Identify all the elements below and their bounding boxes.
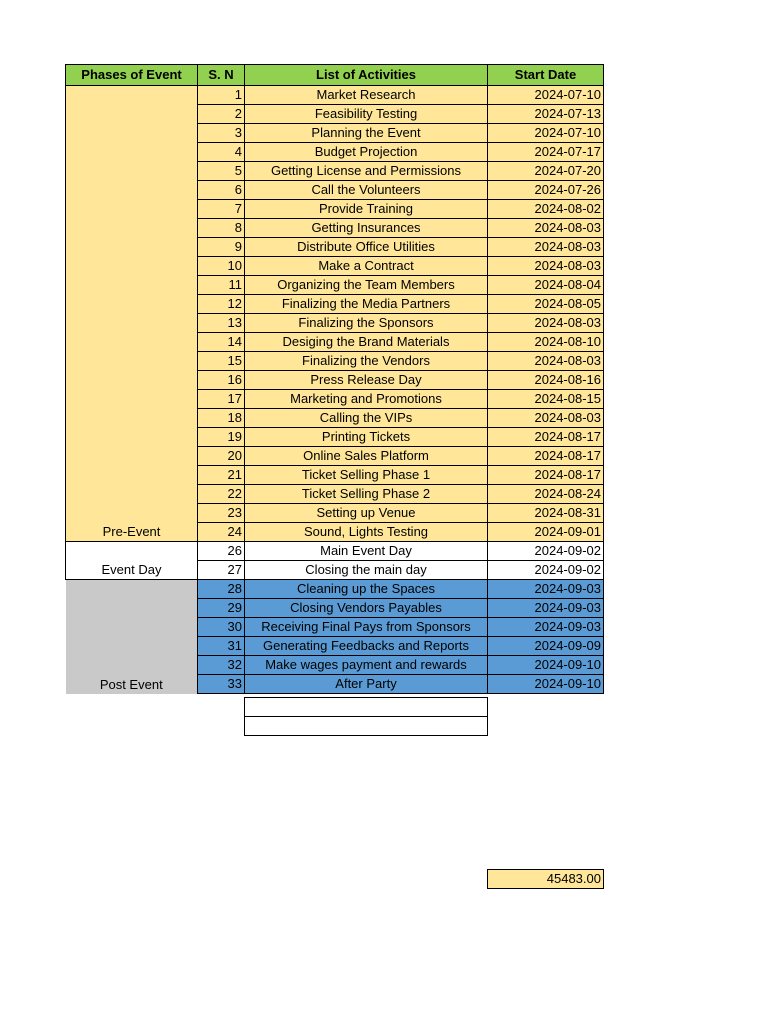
activity-cell[interactable]: Generating Feedbacks and Reports (245, 637, 488, 656)
sn-cell[interactable]: 29 (198, 599, 245, 618)
sn-cell[interactable]: 11 (198, 276, 245, 295)
start-date-cell[interactable]: 2024-07-10 (488, 86, 604, 105)
start-date-cell[interactable]: 2024-07-20 (488, 162, 604, 181)
phase-post-event-cell[interactable]: Post Event (66, 580, 198, 694)
phase-event-day-cell[interactable]: Event Day (66, 542, 198, 580)
header-start-date-cell[interactable]: Start Date (488, 65, 604, 86)
table-row (66, 542, 604, 561)
sn-cell[interactable]: 21 (198, 466, 245, 485)
activity-cell[interactable]: Setting up Venue (245, 504, 488, 523)
table-body (66, 86, 604, 694)
sn-cell[interactable]: 9 (198, 238, 245, 257)
sn-cell[interactable]: 16 (198, 371, 245, 390)
start-date-cell[interactable]: 2024-08-15 (488, 390, 604, 409)
start-date-cell[interactable]: 2024-08-02 (488, 200, 604, 219)
start-date-cell[interactable]: 2024-08-17 (488, 447, 604, 466)
activity-cell[interactable]: Sound, Lights Testing (245, 523, 488, 542)
start-date-cell[interactable]: 2024-09-03 (488, 618, 604, 637)
activity-cell[interactable]: Planning the Event (245, 124, 488, 143)
activity-cell[interactable]: Provide Training (245, 200, 488, 219)
activity-cell[interactable]: Ticket Selling Phase 2 (245, 485, 488, 504)
start-date-cell[interactable]: 2024-08-03 (488, 352, 604, 371)
sn-cell[interactable]: 22 (198, 485, 245, 504)
sn-cell[interactable]: 26 (198, 542, 245, 561)
activity-cell[interactable]: Cleaning up the Spaces (245, 580, 488, 599)
start-date-cell[interactable]: 2024-07-10 (488, 124, 604, 143)
activity-cell[interactable]: Make a Contract (245, 257, 488, 276)
sn-cell[interactable]: 13 (198, 314, 245, 333)
activity-cell[interactable]: Budget Projection (245, 143, 488, 162)
phase-pre-event-cell[interactable]: Pre-Event (66, 86, 198, 542)
sn-cell[interactable]: 27 (198, 561, 245, 580)
activity-cell[interactable]: Closing the main day (245, 561, 488, 580)
start-date-cell[interactable]: 2024-09-01 (488, 523, 604, 542)
sn-cell[interactable]: 1 (198, 86, 245, 105)
sn-cell[interactable]: 31 (198, 637, 245, 656)
start-date-cell[interactable]: 2024-08-31 (488, 504, 604, 523)
activity-cell[interactable]: Getting Insurances (245, 219, 488, 238)
start-date-cell[interactable]: 2024-07-26 (488, 181, 604, 200)
header-sn-cell[interactable]: S. N (198, 65, 245, 86)
start-date-cell[interactable]: 2024-09-03 (488, 580, 604, 599)
start-date-cell[interactable]: 2024-08-03 (488, 314, 604, 333)
sn-cell[interactable]: 3 (198, 124, 245, 143)
sn-cell[interactable]: 30 (198, 618, 245, 637)
start-date-cell[interactable]: 2024-08-10 (488, 333, 604, 352)
activity-cell[interactable]: Main Event Day (245, 542, 488, 561)
start-date-cell[interactable]: 2024-07-13 (488, 105, 604, 124)
sn-cell[interactable]: 4 (198, 143, 245, 162)
start-date-cell[interactable]: 2024-09-10 (488, 656, 604, 675)
start-date-cell[interactable]: 2024-09-10 (488, 675, 604, 694)
activity-cell[interactable]: Feasibility Testing (245, 105, 488, 124)
activity-cell[interactable]: Make wages payment and rewards (245, 656, 488, 675)
empty-cell[interactable] (245, 717, 488, 736)
sn-cell[interactable]: 24 (198, 523, 245, 542)
start-date-cell[interactable]: 2024-08-04 (488, 276, 604, 295)
activity-cell[interactable]: Getting License and Permissions (245, 162, 488, 181)
header-activity-cell[interactable]: List of Activities (245, 65, 488, 86)
activity-cell[interactable]: Desiging the Brand Materials (245, 333, 488, 352)
start-date-cell[interactable]: 2024-08-24 (488, 485, 604, 504)
start-date-cell[interactable]: 2024-08-03 (488, 257, 604, 276)
start-date-cell[interactable]: 2024-08-03 (488, 238, 604, 257)
sn-cell[interactable]: 28 (198, 580, 245, 599)
sn-cell[interactable]: 7 (198, 200, 245, 219)
sn-cell[interactable]: 12 (198, 295, 245, 314)
start-date-cell[interactable]: 2024-09-09 (488, 637, 604, 656)
table-row (66, 86, 604, 105)
header-phase-cell[interactable]: Phases of Event (66, 65, 198, 86)
activity-cell[interactable]: Marketing and Promotions (245, 390, 488, 409)
sn-cell[interactable]: 15 (198, 352, 245, 371)
activity-cell[interactable]: After Party (245, 675, 488, 694)
activity-cell[interactable]: Receiving Final Pays from Sponsors (245, 618, 488, 637)
sn-cell[interactable]: 18 (198, 409, 245, 428)
start-date-cell[interactable]: 2024-08-17 (488, 428, 604, 447)
sn-cell[interactable]: 14 (198, 333, 245, 352)
sn-cell[interactable]: 17 (198, 390, 245, 409)
activity-cell[interactable]: Distribute Office Utilities (245, 238, 488, 257)
activity-cell[interactable]: Call the Volunteers (245, 181, 488, 200)
start-date-cell[interactable]: 2024-08-16 (488, 371, 604, 390)
sn-cell[interactable]: 6 (198, 181, 245, 200)
start-date-cell[interactable]: 2024-08-03 (488, 219, 604, 238)
total-value-cell[interactable]: 45483.00 (487, 869, 604, 889)
sn-cell[interactable]: 2 (198, 105, 245, 124)
sn-cell[interactable]: 20 (198, 447, 245, 466)
sn-cell[interactable]: 32 (198, 656, 245, 675)
activity-cell[interactable]: Calling the VIPs (245, 409, 488, 428)
activity-cell[interactable]: Market Research (245, 86, 488, 105)
start-date-cell[interactable]: 2024-08-17 (488, 466, 604, 485)
start-date-cell[interactable]: 2024-09-02 (488, 542, 604, 561)
activity-cell[interactable]: Finalizing the Sponsors (245, 314, 488, 333)
activity-cell[interactable]: Closing Vendors Payables (245, 599, 488, 618)
activity-cell[interactable]: Press Release Day (245, 371, 488, 390)
activity-cell[interactable]: Finalizing the Vendors (245, 352, 488, 371)
start-date-cell[interactable]: 2024-08-05 (488, 295, 604, 314)
activity-cell[interactable]: Finalizing the Media Partners (245, 295, 488, 314)
empty-cell[interactable] (245, 698, 488, 717)
sn-cell[interactable]: 5 (198, 162, 245, 181)
activity-cell[interactable]: Online Sales Platform (245, 447, 488, 466)
sn-cell[interactable]: 10 (198, 257, 245, 276)
sn-cell[interactable]: 23 (198, 504, 245, 523)
header-row (66, 65, 604, 86)
start-date-cell[interactable]: 2024-09-03 (488, 599, 604, 618)
sn-cell[interactable]: 33 (198, 675, 245, 694)
start-date-cell[interactable]: 2024-09-02 (488, 561, 604, 580)
event-activities-table (65, 64, 604, 694)
sn-cell[interactable]: 19 (198, 428, 245, 447)
activity-cell[interactable]: Organizing the Team Members (245, 276, 488, 295)
table-row (66, 580, 604, 599)
sn-cell[interactable]: 8 (198, 219, 245, 238)
activity-cell[interactable]: Printing Tickets (245, 428, 488, 447)
start-date-cell[interactable]: 2024-08-03 (488, 409, 604, 428)
start-date-cell[interactable]: 2024-07-17 (488, 143, 604, 162)
empty-bordered-cells (244, 697, 488, 736)
activity-cell[interactable]: Ticket Selling Phase 1 (245, 466, 488, 485)
